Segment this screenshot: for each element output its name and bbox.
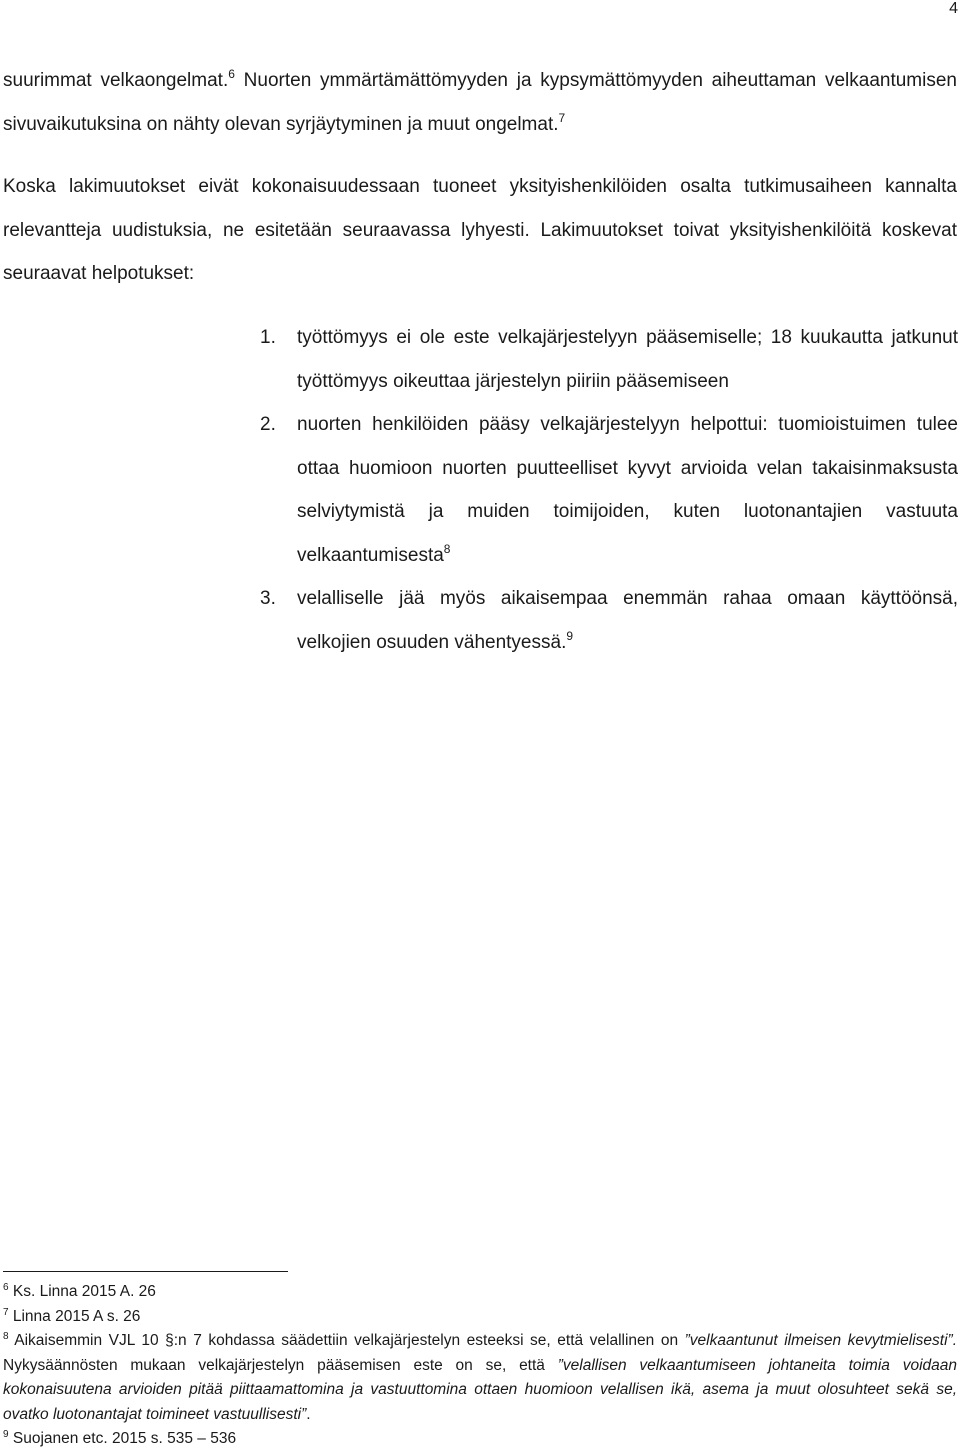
list-item-text: nuorten henkilöiden pääsy velkajärjestelyyn helpottui: tuomioistuimen tulee ottaa huomioon nuorten puutteelliset kyvyt arvioida velan takaisinmaksusta selviytymistä ja muiden toimijoiden, kuten luotonantajien vastuuta velkaantumisesta [297,414,958,566]
footnote-number: 6 [3,1282,9,1293]
list-number: 3. [260,588,276,609]
footnote-text: Linna 2015 A s. 26 [8,1307,141,1325]
footnote-number: 8 [3,1331,9,1342]
footnote-ref-6[interactable]: 6 [228,67,235,81]
list-item-text: velalliselle jää myös aikaisempaa enemmän rahaa omaan käyttöönsä, velkojien osuuden vähentyessä. [297,588,958,653]
paragraph-text: Nuorten ymmärtämättömyyden ja kypsymättömyyden aiheuttaman velkaantumisen sivuvaikutuksina on nähty olevan syrjäytyminen ja muut ongelmat. [3,70,957,135]
footnote-7 [3,1305,957,1330]
list-item-text: työttömyys ei ole este velkajärjestelyyn pääsemiselle; 18 kuukautta jatkunut työttömyys oikeuttaa järjestelyn piiriin pääsemiseen [297,327,958,392]
footnote-text: Aikaisemmin VJL 10 §:n 7 kohdassa säädettiin velkajärjestelyn esteeksi se, että velallinen on [8,1332,685,1349]
footnote-text: . [306,1405,311,1423]
list-item [260,316,958,403]
footnote-text: Nykysäännösten mukaan velkajärjestelyn pääsemisen este on se, että [3,1356,558,1374]
list-number: 2. [260,414,276,435]
list-item [260,577,958,664]
footnote-6 [3,1280,957,1305]
footnote-quote: ”velkaantunut ilmeisen kevytmielisesti”. [684,1332,958,1349]
list-item [260,403,958,577]
footnotes [3,1280,957,1452]
footnote-separator [3,1271,288,1272]
footnote-ref-8[interactable]: 8 [443,541,451,556]
footnote-text: Suojanen etc. 2015 s. 535 – 536 [8,1430,237,1447]
footnote-8 [3,1329,957,1427]
paragraph-text: suurimmat velkaongelmat. [3,70,229,91]
footnote-quote: ”velallisen velkaantumiseen johtaneita toimia voidaan kokonaisuutena arvioiden pitää piittaamattomina ja vastuuttomina ottaen huomioon velallisen ikä, asema ja muut olosuhteet sekä se, ovatko luotonantajat toimineet vastuullisesti” [3,1356,958,1423]
list-number: 1. [260,327,276,348]
footnote-9 [3,1427,957,1452]
relief-list [260,316,958,664]
page-number: 4 [949,0,958,17]
footnote-number: 9 [3,1429,9,1440]
footnote-number: 7 [3,1306,9,1318]
footnote-ref-7[interactable]: 7 [558,110,566,125]
body-paragraph-2: Koska lakimuutokset eivät kokonaisuudessaan tuoneet yksityishenkilöiden osalta tutkimusaiheen kannalta relevantteja uudistuksia, ne esitetään seuraavassa lyhyesti. Lakimuutokset toivat yksityishenkilöitä koskevat seuraavat helpotukset: [3,176,957,284]
footnote-ref-9[interactable]: 9 [566,628,574,643]
body-paragraph-1 [3,59,957,146]
footnote-text: Ks. Linna 2015 A. 26 [8,1283,156,1300]
